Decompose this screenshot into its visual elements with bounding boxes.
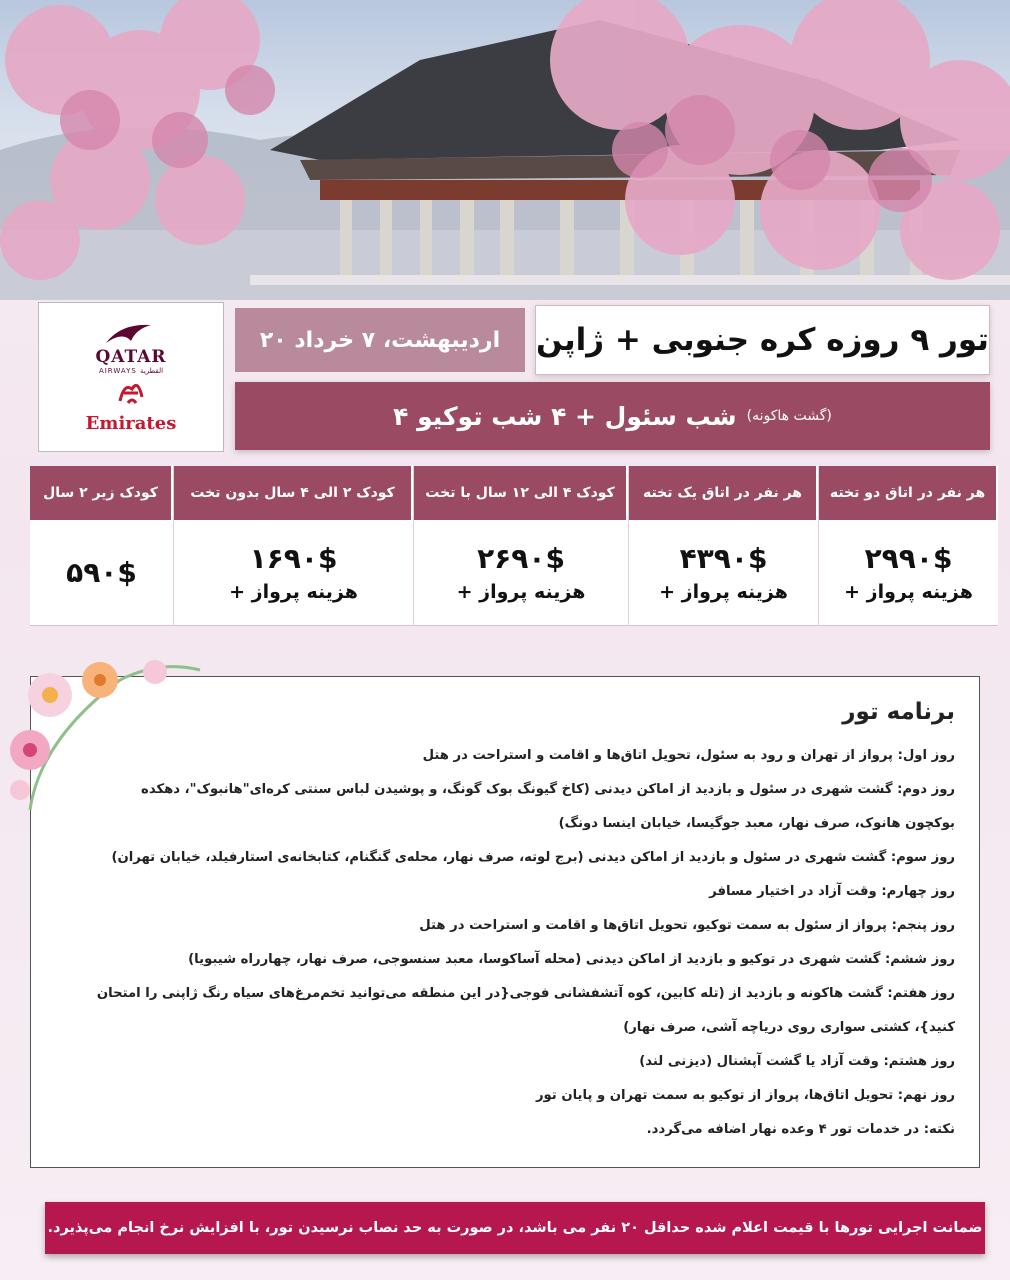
price-value: ۴۳۹۰$ (679, 542, 768, 575)
program-line: روز نهم: تحویل اتاق‌ها، پرواز از توکیو به سمت تهران و پایان تور (535, 1088, 955, 1103)
program-line: روز پنجم: پرواز از سئول به سمت توکیو، تحویل اتاق‌ها و اقامت و استراحت در هتل (419, 918, 955, 933)
price-value: ۲۹۹۰$ (864, 542, 953, 575)
price-note: + هزینه پرواز (659, 581, 788, 603)
qatar-airways-name: QATAR (95, 346, 167, 367)
tour-title: تور ۹ روزه کره جنوبی + ژاپن (535, 305, 990, 375)
program-line: نکته: در خدمات تور ۴ وعده نهار اضافه می‌گردد. (646, 1122, 955, 1137)
emirates-calligraphy-icon (114, 375, 148, 409)
price-column-single (628, 466, 818, 626)
price-note: + هزینه پرواز (844, 581, 973, 603)
price-column-double (818, 466, 998, 626)
price-column-child-4-12 (413, 466, 628, 626)
footer-notice: ضمانت اجرایی تورها با قیمت اعلام شده حداقل ۲۰ نفر می باشد، در صورت به حد نصاب نرسیدن تور، با افزایش نرخ انجام می‌پذیرد. (45, 1202, 985, 1254)
program-line: روز ششم: گشت شهری در توکیو و بازدید از اماکن دیدنی (محله آساکوسا، معبد سنسوجی، صرف نهار، چهارراه شیبویا) (188, 952, 955, 967)
tour-nights (235, 382, 990, 450)
price-header: هر نفر در اتاق یک تخته (629, 466, 818, 520)
program-line: روز اول: پرواز از تهران و رود به سئول، تحویل اتاق‌ها و اقامت و استراحت در هتل (422, 748, 955, 763)
price-note: + هزینه پرواز (456, 581, 586, 603)
palace-illustration (0, 0, 1010, 300)
hero-banner (0, 0, 1010, 300)
price-column-infant (30, 466, 173, 626)
program-line: بوکچون هانوک، صرف نهار، معبد جوگیسا، خیابان اینسا دونگ) (558, 816, 955, 831)
tour-nights-text: ۴ شب سئول + ۴ شب توکیو (393, 401, 737, 431)
qatar-airways-subtitle: AIRWAYS القطرية (98, 366, 164, 375)
price-header: هر نفر در اتاق دو تخته (819, 466, 998, 520)
program-title: برنامه تور (842, 699, 955, 725)
program-line: کنید}، کشتی سواری روی دریاچه آشی، صرف نهار) (623, 1020, 955, 1035)
price-value: ۵۹۰$ (66, 556, 137, 589)
program-line: روز چهارم: وقت آزاد در اختیار مسافر (709, 884, 955, 899)
flower-decoration-icon (0, 650, 210, 820)
program-line: روز هشتم: وقت آزاد یا گشت آپشنال (دیزنی لند) (639, 1054, 955, 1069)
tour-nights-note: (گشت هاکونه) (746, 408, 832, 424)
price-table (30, 466, 998, 626)
program-line: روز سوم: گشت شهری در سئول و بازدید از اماکن دیدنی (برج لوته، صرف نهار، محله‌ی گنگنام، کتابخانه‌ی استارفیلد، خیابان تهران) (111, 850, 955, 865)
price-value: ۲۶۹۰$ (477, 542, 565, 575)
program-line: روز دوم: گشت شهری در سئول و بازدید از اماکن دیدنی (کاخ گیونگ بوک گونگ، و پوشیدن لباس سنتی کره‌ای"هانبوک"، دهکده (141, 782, 955, 797)
price-header: کودک ۲ الی ۴ سال بدون تخت (174, 466, 413, 520)
program-line: روز هفتم: گشت هاکونه و بازدید از (تله کابین، کوه آتشفشانی فوجی{در این منطقه می‌توانید تخم‌مرغ‌های سیاه رنگ ژاپنی را امتحان (96, 986, 955, 1001)
airline-logos (38, 302, 224, 452)
tour-dates: ۲۰ اردیبهشت، ۷ خرداد (235, 308, 525, 372)
price-header: کودک ۴ الی ۱۲ سال با تخت (414, 466, 628, 520)
price-header: کودک زیر ۲ سال (30, 466, 173, 520)
price-column-child-2-4 (173, 466, 413, 626)
price-value: ۱۶۹۰$ (249, 542, 338, 575)
emirates-name: Emirates (85, 412, 177, 434)
oryx-logo-icon (101, 321, 161, 347)
price-note: + هزینه پرواز (229, 581, 358, 603)
